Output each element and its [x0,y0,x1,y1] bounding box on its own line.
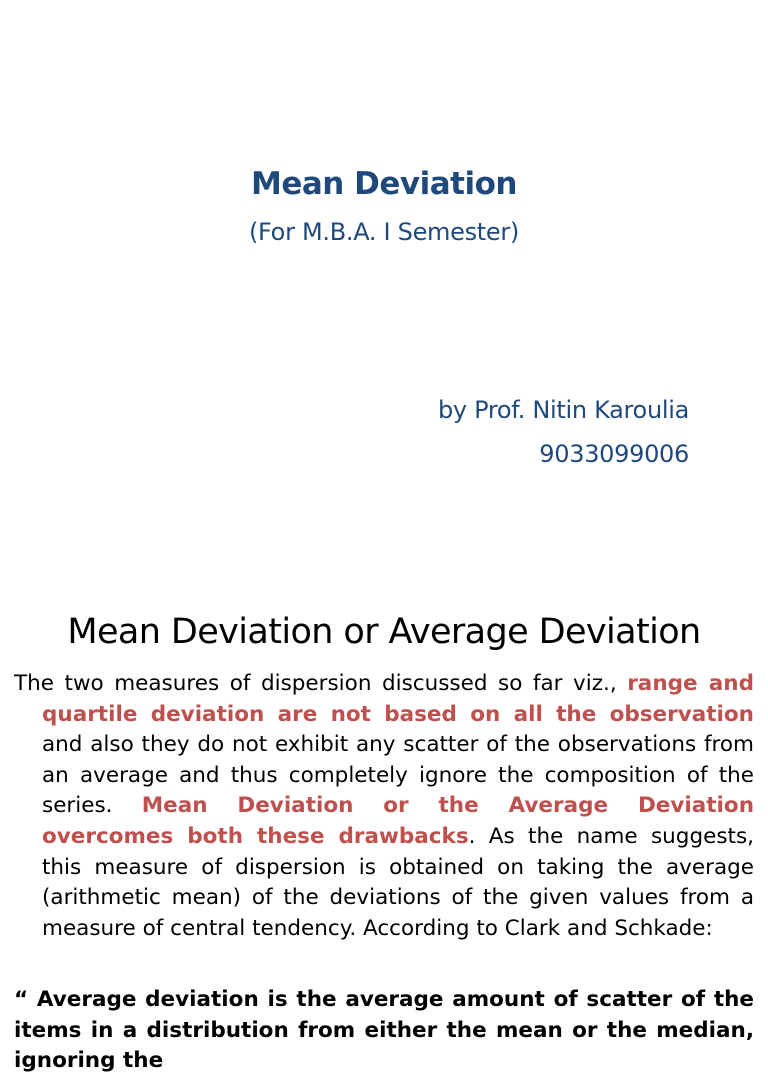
phone-number: 9033099006 [539,440,689,468]
paragraph-text-3: . As the name suggests, this measure of dispersion is obtained on taking the average (arithmetic mean) of the deviations of the given values from a measure of central tendency. According to Clark and Schkade: [42,823,754,941]
paragraph-text-2: and also they do not exhibit any scatter of the observations from an average and thus completely ignore the composition of the series. [42,732,754,819]
highlight-text-2: Mean Deviation or the Average Deviation overcomes both these drawbacks [42,793,754,849]
highlight-text-1: range and quartile deviation are not based on all the observation [42,671,754,727]
paragraph-text-1: The two measures of dispersion discussed so far viz., [14,671,628,696]
definition-quote: “ Average deviation is the average amount of scatter of the items in a distribution from either the mean or the median, ignoring the [14,987,754,1074]
author-line: by Prof. Nitin Karoulia [437,396,689,424]
content-slide [0,576,768,1074]
slide-subtitle: (For M.B.A. I Semester) [248,218,520,246]
content-slide-title: Mean Deviation or Average Deviation [67,612,701,652]
body-paragraph [14,669,754,944]
slide-title: Mean Deviation [251,166,517,202]
